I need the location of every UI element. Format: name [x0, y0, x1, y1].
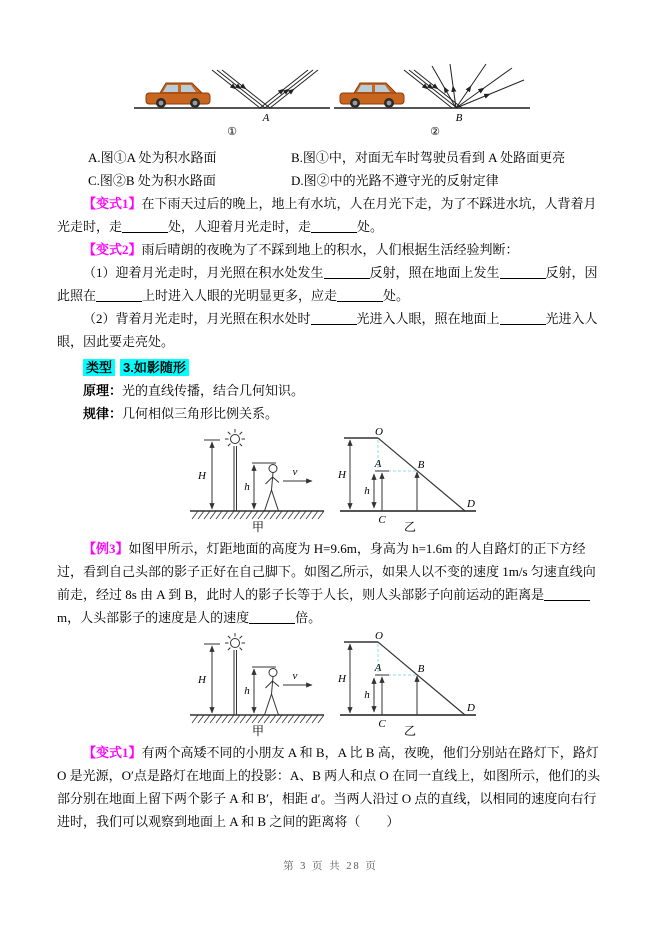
q1-text-3: 反射，因此照在 [57, 265, 598, 303]
label-figure-2: ② [430, 126, 440, 138]
walking-person [265, 465, 280, 512]
caption-yi: 乙 [403, 520, 417, 534]
caption-jia: 甲 [251, 520, 265, 534]
variant1-text-2: 处，人迎着月光走时，走 [168, 219, 312, 234]
sun-lamp-icon [225, 429, 245, 446]
fill-in-blank [249, 610, 295, 624]
car-illustration [340, 83, 404, 108]
figure-yi [340, 438, 476, 511]
variant1b-label: 【变式1】 [83, 745, 142, 760]
q2-text-2: 光进入人眼，照在地面上 [356, 311, 500, 326]
example3-paragraph [57, 537, 607, 629]
type3-heading-part1: 类型 [83, 359, 115, 376]
label-h-jia: h [244, 685, 250, 697]
variant2-paragraph [57, 238, 607, 261]
reflection-figures-row [57, 62, 607, 138]
sun-lamp-icon [225, 633, 245, 650]
variant1-paragraph [57, 192, 607, 238]
principle-label: 原理： [83, 383, 123, 398]
q2-text-1: （2）背着月光走时，月光照在积水处时 [83, 311, 311, 326]
label-C: C [378, 718, 386, 730]
label-O: O [375, 631, 383, 642]
q1-text-2: 反射，照在地面上发生 [369, 265, 500, 280]
label-B: B [417, 663, 425, 675]
label-point-B: B [455, 112, 463, 124]
fill-in-blank [96, 288, 142, 302]
q1-text-5: 处。 [383, 288, 410, 303]
caption-jia: 甲 [251, 724, 265, 738]
choice-options [88, 146, 607, 192]
fill-in-blank [337, 288, 383, 302]
type3-heading-part2: 3.如影随形 [120, 359, 189, 376]
variant1-text-3: 处。 [357, 219, 384, 234]
label-B: B [417, 459, 425, 471]
variant2-label: 【变式2】 [83, 242, 142, 257]
label-v: v [292, 466, 298, 478]
reflection-diagram-2 [332, 62, 532, 138]
walking-person [265, 669, 280, 716]
rule-label: 规律： [83, 406, 123, 421]
fill-in-blank [500, 265, 546, 279]
label-A: A [374, 662, 382, 674]
option-a: A.图①A 处为积水路面 [88, 150, 217, 165]
shadow-figure-1 [57, 427, 607, 535]
ground-hatching [192, 511, 324, 519]
option-d: D.图②中的光路不遵守光的反射定律 [291, 173, 499, 188]
specular-reflection-rays [212, 70, 318, 108]
rule-line [57, 402, 607, 425]
label-A: A [374, 458, 382, 470]
label-h-yi: h [364, 485, 370, 497]
label-h-jia: h [244, 481, 250, 493]
label-H-yi: H [338, 673, 346, 685]
variant1b-text: 有两个高矮不同的小朋友 A 和 B，A 比 B 高，夜晚，他们分别站在路灯下，路灯 O 是光源，O′点是路灯在地面上的投影：A、B 两人和点 O 在同一直线上，如图所示，他们的头部分别在地面上留下两个影子 A 和 B′，相距 d′。当两人沿过 O 点的直线，以相同的速度向右行进时，我们可以观察到地面上 A 和 B 之间的距离将（ ） [57, 745, 601, 829]
label-h-yi: h [364, 689, 370, 701]
fill-in-blank [324, 265, 370, 279]
option-c: C.图②B 处为积水路面 [88, 173, 216, 188]
reflection-diagram-1 [132, 62, 332, 138]
example3-text-2: m，人头部影子的速度是人的速度 [57, 610, 250, 625]
diffuse-reflection-rays [404, 64, 524, 108]
figure-yi [340, 642, 476, 715]
q2-text-3: 光进入人眼，因此要走亮处。 [57, 311, 598, 349]
light-ray-OD [378, 438, 465, 511]
label-figure-1: ① [227, 126, 237, 138]
rule-text: 几何相似三角形比例关系。 [122, 406, 279, 421]
label-H-jia: H [198, 470, 206, 482]
fill-in-blank [544, 587, 590, 601]
label-C: C [378, 514, 386, 526]
page-footer: 第 3 页 共 28 页 [283, 861, 378, 872]
label-D: D [467, 702, 475, 714]
variant1-label: 【变式1】 [83, 196, 142, 211]
figure-jia [190, 633, 324, 723]
q1-text-4: 上时进入人眼的光明显更多，应走 [142, 288, 338, 303]
fill-in-blank [311, 219, 357, 233]
label-H-yi: H [338, 469, 346, 481]
fill-in-blank [122, 219, 168, 233]
example3-text-1: 如图甲所示，灯距地面的高度为 H=9.6m，身高为 h=1.6m 的人自路灯的正下方经过，看到自己头部的影子正好在自己脚下。如图乙所示，如果人以不变的速度 1m/s 匀速直线向前走，经过 8s 由 A 到 B，此时人的影子长等于人长，则人头部影子向前运动的距离是 [57, 541, 596, 602]
principle-line [57, 379, 607, 402]
example3-text-3: 倍。 [295, 610, 322, 625]
lamp-shadow-diagram [182, 427, 482, 535]
type3-heading [57, 356, 607, 379]
label-D: D [467, 498, 475, 510]
example3-label: 【例3】 [83, 541, 129, 556]
fill-in-blank [500, 311, 546, 325]
lamp-shadow-diagram [182, 631, 482, 739]
caption-yi: 乙 [403, 724, 417, 738]
ground-hatching [192, 715, 324, 723]
variant1b-paragraph [57, 741, 607, 833]
variant1-text-1: 在下雨天过后的晚上，地上有水坑，人在月光下走，为了不踩进水坑，人背着月光走时，走 [57, 196, 597, 234]
variant2-question1 [57, 261, 607, 307]
fill-in-blank [311, 311, 357, 325]
light-ray-OD [378, 642, 465, 715]
figure-jia [190, 429, 324, 519]
principle-text: 光的直线传播，结合几何知识。 [122, 383, 305, 398]
variant2-question2 [57, 307, 607, 353]
variant2-text: 雨后晴朗的夜晚为了不踩到地上的积水，人们根据生活经验判断： [141, 242, 519, 257]
label-v: v [292, 670, 298, 682]
option-b: B.图①中，对面无车时驾驶员看到 A 处路面更亮 [291, 150, 566, 165]
label-H-jia: H [198, 674, 206, 686]
car-illustration [146, 83, 210, 108]
q1-text-1: （1）迎着月光走时，月光照在积水处发生 [83, 265, 324, 280]
shadow-figure-2 [57, 631, 607, 739]
label-point-A: A [262, 112, 270, 124]
label-O: O [375, 427, 383, 438]
